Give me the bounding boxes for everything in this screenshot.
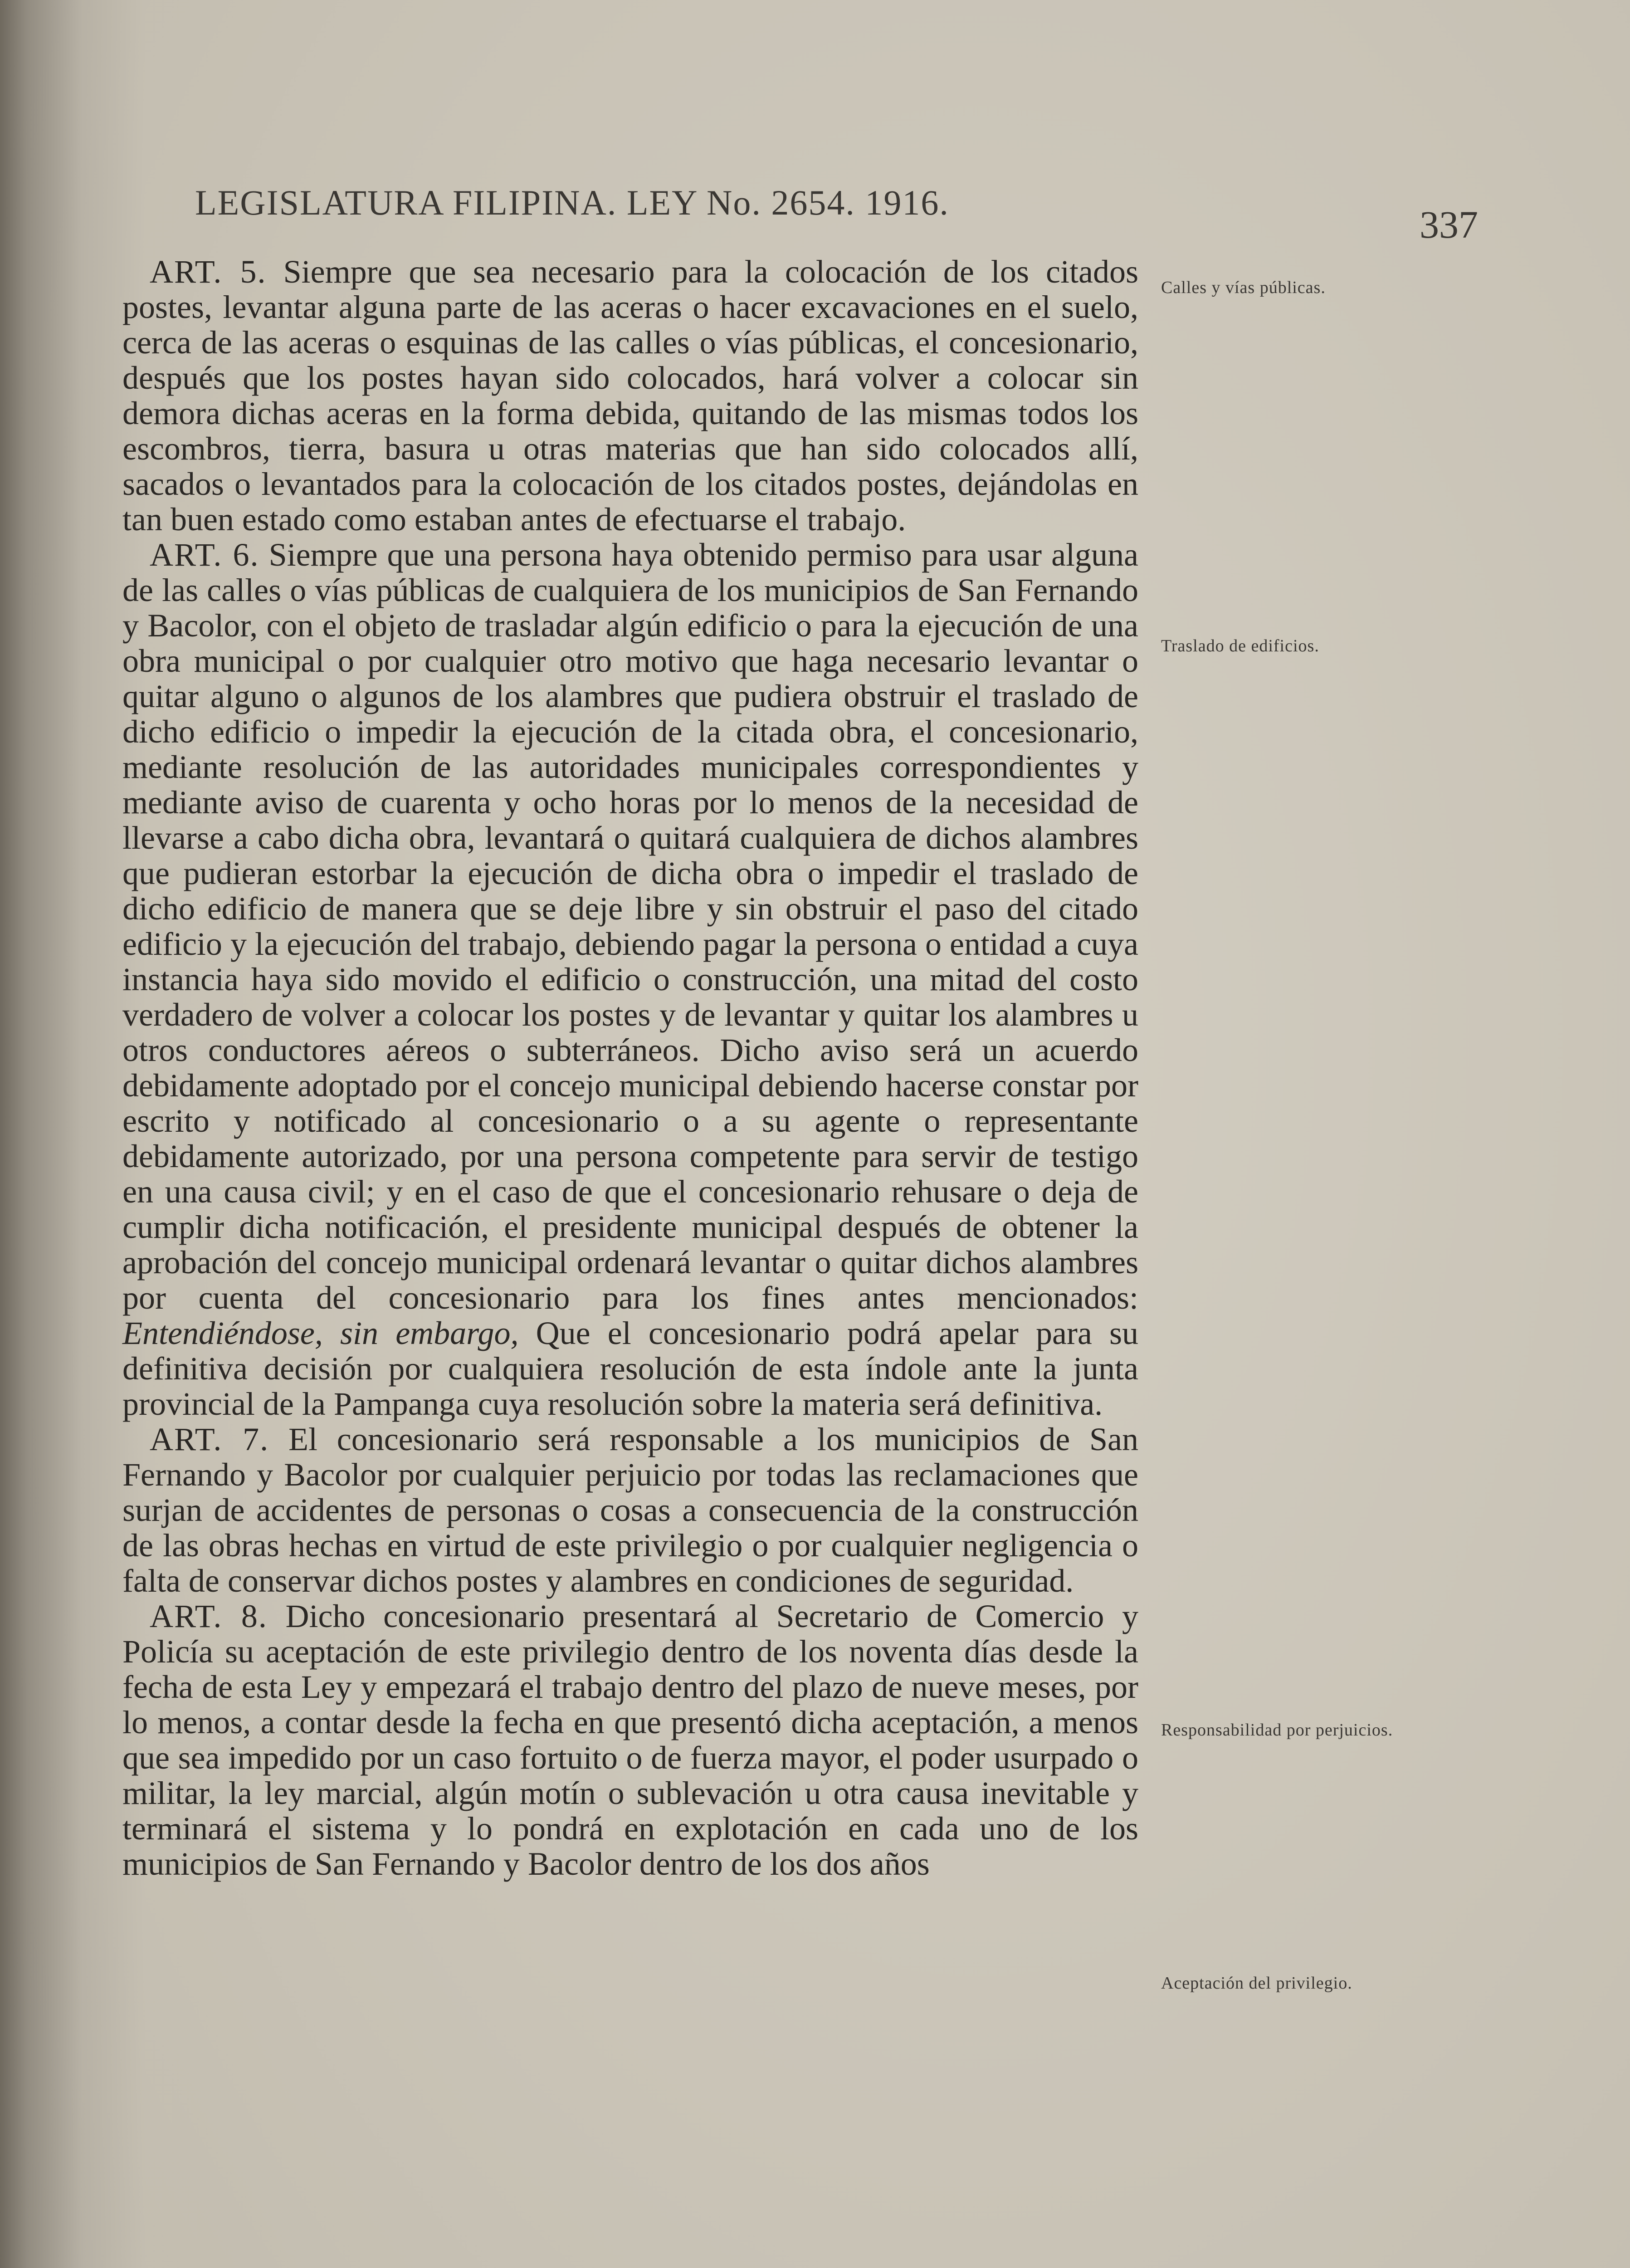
body-text <box>122 254 1138 1882</box>
article-label: ART. 5. <box>150 254 267 290</box>
article-text-continued: Que el concesionario podrá apelar para su definitiva decisión por cualquiera resolución de esta índole ante la junta provincial de la Pampanga cuya resolución sobre la materia será definitiva. <box>122 1315 1139 1422</box>
page-number: 337 <box>1420 203 1478 246</box>
article-text: Siempre que sea necesario para la colocación de los citados postes, levantar alguna parte de las aceras o hacer excavaciones en el suelo, cerca de las aceras o esquinas de las calles o vías públicas, el concesionario, después que los postes hayan sido colocados, hará volver a colocar sin demora dichas aceras en la forma debida, quitando de las mismas todos los escombros, tierra, basura u otras materias que han sido colocados allí, sacados o levantados para la colocación de los citados postes, dejándolas en tan buen estado como estaban antes de efectuarse el trabajo. <box>122 254 1138 538</box>
sidenote-responsabilidad: Responsabilidad por perjuicios. <box>1161 1721 1393 1740</box>
article-label: ART. 6. <box>150 537 259 573</box>
article-label: ART. 8. <box>150 1598 268 1634</box>
article-emphasis: Entendiéndose, sin embargo, <box>122 1315 519 1351</box>
article-7 <box>122 1422 1138 1598</box>
sidenote-traslado: Traslado de edificios. <box>1161 636 1319 655</box>
article-label: ART. 7. <box>150 1421 269 1457</box>
article-5 <box>122 254 1138 537</box>
article-6 <box>122 537 1138 1422</box>
running-head: LEGISLATURA FILIPINA. LEY No. 2654. 1916. <box>195 183 949 222</box>
article-8 <box>122 1598 1138 1882</box>
article-text: Siempre que una persona haya obtenido permiso para usar alguna de las calles o vías públicas de cualquiera de los municipios de San Fernando y Bacolor, con el objeto de trasladar algún edificio o para la ejecución de una obra municipal o por cualquier otro motivo que haga necesario levantar o quitar alguno o algunos de los alambres que pudiera obstruir el traslado de dicho edificio o impedir la ejecución de la citada obra, el concesionario, mediante resolución de las autoridades municipales correspondientes y mediante aviso de cuarenta y ocho horas por lo menos de la necesidad de llevarse a cabo dicha obra, levantará o quitará cualquiera de dichos alambres que pudieran estorbar la ejecución de dicha obra o impedir el traslado de dicho edificio de manera que se deje libre y sin obstruir el paso del citado edificio y la ejecución del trabajo, debiendo pagar la persona o entidad a cuya instancia haya sido movido el edificio o construcción, una mitad del costo verdadero de volver a colocar los postes y de levantar y quitar los alambres u otros conductores aéreos o subterráneos. Dicho aviso será un acuerdo debidamente adoptado por el concejo municipal debiendo hacerse constar por escrito y notificado al concesionario o a su agente o representante debidamente autorizado, por una persona competente para servir de testigo en una causa civil; y en el caso de que el concesionario rehusare o deja de cumplir dicha notificación, el presidente municipal después de obtener la aprobación del concejo municipal ordenará levantar o quitar dichos alambres por cuenta del concesionario para los fines antes mencionados: <box>122 537 1138 1316</box>
sidenote-aceptacion: Aceptación del privilegio. <box>1161 1974 1352 1993</box>
article-text: Dicho concesionario presentará al Secretario de Comercio y Policía su aceptación de este privilegio dentro de los noventa días desde la fecha de esta Ley y empezará el trabajo dentro del plazo de nueve meses, por lo menos, a contar desde la fecha en que presentó dicha aceptación, a menos que sea impedido por un caso fortuito o de fuerza mayor, el poder usurpado o militar, la ley marcial, algún motín o sublevación u otra causa inevitable y terminará el sistema y lo pondrá en explotación en cada uno de los municipios de San Fernando y Bacolor dentro de los dos años <box>122 1598 1139 1882</box>
sidenote-calles: Calles y vías públicas. <box>1161 278 1326 297</box>
article-text: El concesionario será responsable a los municipios de San Fernando y Bacolor por cualquier perjuicio por todas las reclamaciones que surjan de accidentes de personas o cosas a consecuencia de la construcción de las obras hechas en virtud de este privilegio o por cualquier negligencia o falta de conservar dichos postes y alambres en condiciones de seguridad. <box>122 1421 1139 1599</box>
